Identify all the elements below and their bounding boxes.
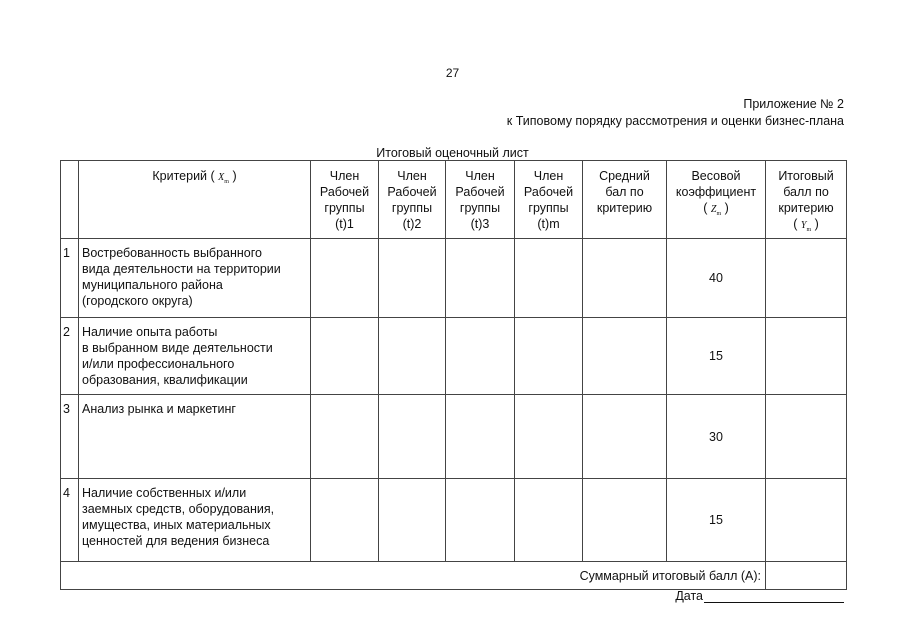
- final-open-paren: (: [793, 217, 798, 231]
- header-criterion-close: ): [232, 169, 237, 183]
- date-blank-line[interactable]: [704, 590, 844, 603]
- criterion-line: и/или профессионального: [82, 357, 235, 371]
- header-row: [61, 161, 847, 239]
- header-member-1-line-3: группы: [324, 201, 365, 215]
- table-row: [61, 479, 847, 562]
- row-number: 4: [61, 479, 79, 562]
- header-member-m-line-4: (t)m: [537, 217, 560, 231]
- header-weight: [667, 161, 766, 239]
- weight-cell: 15: [667, 318, 766, 395]
- member-1-score-cell: [311, 395, 379, 479]
- header-weight-formula: [667, 200, 765, 222]
- header-member-m: [515, 161, 583, 239]
- criterion-cell: [79, 479, 311, 562]
- final-score-cell: [766, 239, 847, 318]
- final-close-paren: ): [814, 217, 819, 231]
- member-m-score-cell: [515, 318, 583, 395]
- criterion-line: Наличие опыта работы: [82, 325, 218, 339]
- header-member-m-line-2: Рабочей: [523, 185, 574, 199]
- criterion-line: Анализ рынка и маркетинг: [82, 402, 236, 416]
- header-member-1-line-4: (t)1: [335, 217, 354, 231]
- member-2-score-cell: [379, 479, 446, 562]
- row-number: 2: [61, 318, 79, 395]
- average-score-cell: [583, 395, 667, 479]
- criterion-cell: [79, 395, 311, 479]
- member-1-score-cell: [311, 239, 379, 318]
- final-score-cell: [766, 395, 847, 479]
- final-score-cell: [766, 318, 847, 395]
- criterion-cell: [79, 239, 311, 318]
- weight-symbol-letter: Z: [710, 204, 717, 215]
- member-m-score-cell: [515, 395, 583, 479]
- table-row: [61, 395, 847, 479]
- sum-label: Суммарный итоговый балл (А):: [61, 562, 766, 590]
- average-score-cell: [583, 318, 667, 395]
- member-3-score-cell: [446, 318, 515, 395]
- criterion-line: в выбранном виде деятельности: [82, 341, 273, 355]
- member-2-score-cell: [379, 239, 446, 318]
- header-num-cell: [61, 161, 79, 239]
- member-1-score-cell: [311, 479, 379, 562]
- criterion-line: Востребованность выбранного: [82, 246, 262, 260]
- weight-close-paren: ): [724, 201, 729, 215]
- member-3-score-cell: [446, 239, 515, 318]
- header-final-formula: [766, 216, 846, 238]
- header-criterion-label: Критерий (: [152, 169, 215, 183]
- member-1-score-cell: [311, 318, 379, 395]
- header-final-line-1: Итоговый: [778, 169, 834, 183]
- header-member-1: [311, 161, 379, 239]
- header-final-line-2: балл по: [783, 185, 829, 199]
- header-average: [583, 161, 667, 239]
- header-member-2-line-2: Рабочей: [387, 185, 437, 199]
- final-score-cell: [766, 479, 847, 562]
- member-3-score-cell: [446, 479, 515, 562]
- header-member-1-line-1: Член: [329, 169, 360, 183]
- header-member-3: [446, 161, 515, 239]
- evaluation-table: [60, 160, 847, 590]
- member-m-score-cell: [515, 239, 583, 318]
- page-number: 27: [445, 66, 460, 80]
- member-2-score-cell: [379, 395, 446, 479]
- criterion-line: образования, квалификации: [82, 373, 248, 387]
- header-average-line-1: Средний: [599, 169, 650, 183]
- row-number: 1: [61, 239, 79, 318]
- member-3-score-cell: [446, 395, 515, 479]
- weight-cell: 40: [667, 239, 766, 318]
- header-member-2-line-1: Член: [397, 169, 427, 183]
- weight-cell: 30: [667, 395, 766, 479]
- table-row: [61, 239, 847, 318]
- sum-value-cell: [766, 562, 847, 590]
- header-average-line-2: бал по: [605, 185, 644, 199]
- header-member-m-line-3: группы: [528, 201, 569, 215]
- criterion-cell: [79, 318, 311, 395]
- header-member-1-line-2: Рабочей: [319, 185, 370, 199]
- criterion-symbol: [218, 172, 229, 183]
- date-label: Дата: [675, 589, 703, 603]
- row-number: 3: [61, 395, 79, 479]
- criterion-line: имущества, иных материальных: [82, 518, 271, 532]
- member-m-score-cell: [515, 479, 583, 562]
- header-member-2-line-3: группы: [391, 201, 433, 215]
- header-member-3-line-3: группы: [459, 201, 501, 215]
- criterion-symbol-letter: X: [218, 172, 225, 183]
- criterion-line: ценностей для ведения бизнеса: [82, 534, 270, 548]
- member-2-score-cell: [379, 318, 446, 395]
- header-member-2-line-4: (t)2: [402, 217, 422, 231]
- criterion-line: Наличие собственных и/или: [82, 486, 247, 500]
- criterion-line: заемных средств, оборудования,: [82, 502, 275, 516]
- final-symbol: [801, 220, 811, 231]
- header-weight-line-2: коэффициент: [675, 185, 757, 199]
- sheet-title: Итоговый оценочный лист: [376, 146, 529, 160]
- weight-open-paren: (: [703, 201, 708, 215]
- header-member-m-line-1: Член: [533, 169, 564, 183]
- header-member-3-line-4: (t)3: [470, 217, 490, 231]
- header-final-line-3: критерию: [778, 201, 834, 215]
- average-score-cell: [583, 479, 667, 562]
- header-average-line-3: критерию: [596, 201, 653, 215]
- criterion-symbol-sub: m: [224, 179, 229, 185]
- header-member-3-line-2: Рабочей: [455, 185, 505, 199]
- header-criterion: [79, 161, 311, 239]
- header-final: [766, 161, 847, 239]
- criterion-line: муниципального района: [82, 278, 223, 292]
- date-field: [675, 589, 844, 603]
- sum-row: [61, 562, 847, 590]
- final-symbol-sub: m: [806, 227, 812, 233]
- appendix-title: Приложение № 2: [743, 97, 844, 111]
- header-member-3-line-1: Член: [465, 169, 495, 183]
- appendix-subtitle: к Типовому порядку рассмотрения и оценки бизнес-плана: [506, 114, 844, 128]
- final-symbol-letter: Y: [800, 220, 807, 231]
- weight-symbol: [711, 204, 721, 215]
- header-member-2: [379, 161, 446, 239]
- weight-symbol-sub: m: [716, 211, 722, 217]
- criterion-line: вида деятельности на территории: [82, 262, 281, 276]
- criterion-line: (городского округа): [82, 294, 193, 308]
- table-row: [61, 318, 847, 395]
- average-score-cell: [583, 239, 667, 318]
- header-weight-line-1: Весовой: [691, 169, 741, 183]
- weight-cell: 15: [667, 479, 766, 562]
